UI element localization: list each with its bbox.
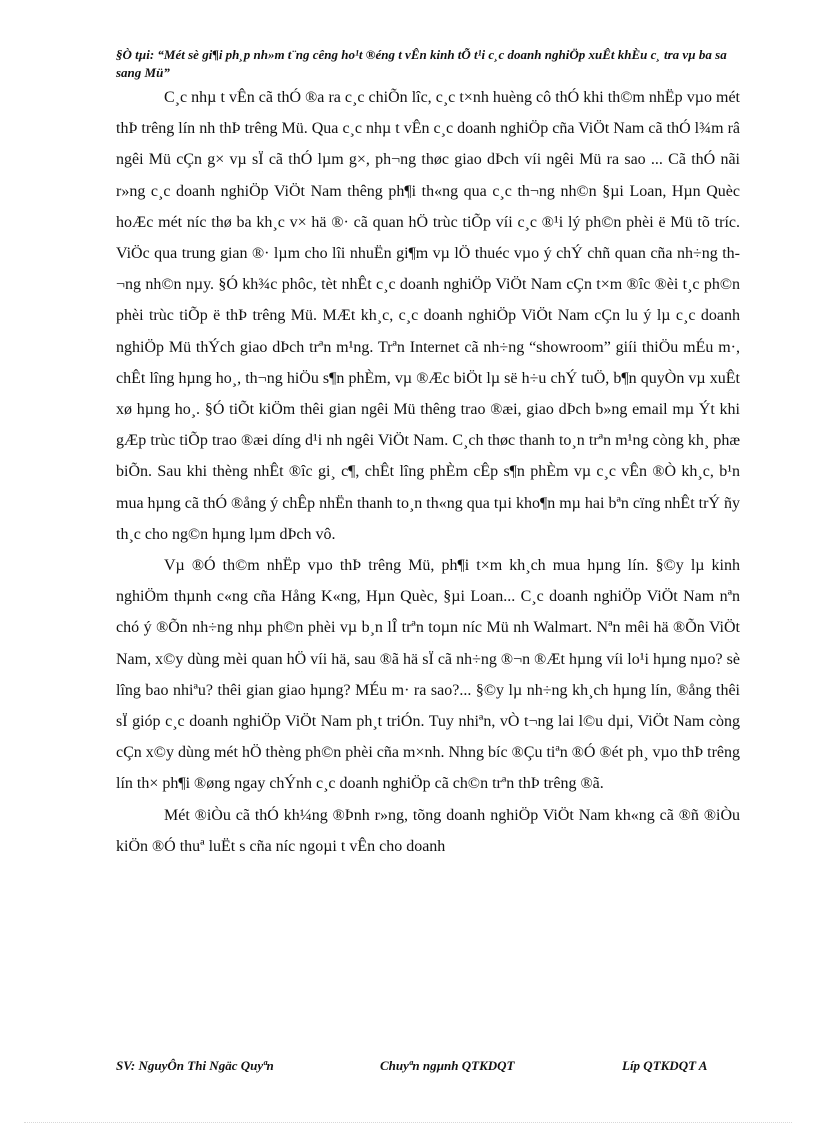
document-body — [116, 82, 740, 862]
body-paragraph-2: Vµ ®Ó th©m nhËp vµo thÞ trêng Mü, ph¶i t×m kh¸ch mua hµng lín. §©y lµ kinh nghiÖm thµnh c«ng cña Hång K«ng, Hµn Quèc, §µi Loan... C¸c doanh nghiÖp ViÖt Nam nªn chó ý ®Õn nh÷ng nhµ ph©n phèi vµ b¸n lÎ trªn toµn níc Mü nh Walmart. Nªn mêi hä ®Õn ViÖt Nam, x©y dùng mèi quan hÖ víi hä, sau ®ã hä sÏ cã nh÷ng ®¬n ®Æt hµng víi lo¹i hµng nµo? sè lîng bao nhiªu? thêi gian giao hµng? MÉu m· ra sao?... §©y lµ nh÷ng kh¸ch hµng lín, ®ång thêi sÏ gióp c¸c doanh nghiÖp ViÖt Nam ph¸t triÓn. Tuy nhiªn, vÒ t¬ng lai l©u dµi, ViÖt Nam còng cÇn x©y dùng mét hÖ thèng ph©n phèi cña m×nh. Nhng bíc ®Çu tiªn ®Ó ®ét ph¸ vµo thÞ trêng lín th× ph¶i ®øng ngay chÝnh c¸c doanh nghiÖp cã ch©n trªn thÞ trêng ®ã. — [116, 557, 740, 793]
footer-student-name: SV: NguyÔn Thi Ngäc Quyªn — [116, 1058, 274, 1073]
page-footer — [116, 1058, 740, 1078]
body-paragraph-3: Mét ®iÒu cã thÓ kh¼ng ®Þnh r»ng, tõng doanh nghiÖp ViÖt Nam kh«ng cã ®ñ ®iÒu kiÖn ®Ó thuª luËt s cña níc ngoµi t vÊn cho doanh — [116, 806, 740, 855]
page-header-topic: §Ò tµi: “Mét sè gi¶i ph¸p nh»m t¨ng cêng ho¹t ®éng t vÊn kinh tÕ t¹i c¸c doanh nghiÖp xuÊt khÈu c¸ tra vµ ba sa sang Mü” — [116, 47, 727, 80]
body-paragraph-1: C¸c nhµ t vÊn cã thÓ ®a ra c¸c chiÕn lîc, c¸c t×nh huèng cô thÓ khi th©m nhËp vµo mét thÞ trêng lín nh thÞ trêng Mü. Qua c¸c nhµ t vÊn c¸c doanh nghiÖp cña ViÖt Nam cã thÓ l¾m râ ngêi Mü cÇn g× vµ sÏ cã thÓ lµm g×, ph¬ng thøc giao dÞch víi ngêi Mü ra sao ... Cã thÓ nãi r»ng c¸c doanh nghiÖp ViÖt Nam thêng ph¶i th«ng qua c¸c th¬ng nh©n §µi Loan, Hµn Quèc hoÆc mét níc thø ba kh¸c v× hä ®· cã quan hÖ trùc tiÕp víi c¸c ®¹i lý ph©n phèi ë Mü tõ tríc. ViÖc qua trung gian ®· lµm cho lîi nhuËn gi¶m vµ lÖ thuéc vµo ý chÝ chñ quan cña nh÷ng th¬ng nh©n nµy. §Ó kh¾c phôc, tèt nhÊt c¸c doanh nghiÖp ViÖt Nam cÇn t×m ®îc ®èi t¸c ph©n phèi trùc tiÕp ë thÞ trêng Mü. MÆt kh¸c, c¸c doanh nghiÖp ViÖt Nam cÇn lu ý lµ c¸c doanh nghiÖp Mü thÝch giao dÞch trªn m¹ng. Trªn Internet cã nh÷ng “showroom” giíi thiÖu mÉu m·, chÊt lîng hµng ho¸, th¬ng hiÖu s¶n phÈm, vµ ®Æc biÖt lµ së h÷u chÝ tuÖ, b¶n quyÒn vµ xuÊt xø hµng ho¸. §Ó tiÕt kiÖm thêi gian ngêi Mü thêng trao ®æi, giao dÞch b»ng email mµ Ýt khi gÆp trùc tiÕp trao ®æi díng d¹i nh ngêi ViÖt Nam. C¸ch thøc thanh to¸n trªn m¹ng còng kh¸ phæ biÕn. Sau khi thèng nhÊt ®îc gi¸ c¶, chÊt lîng phÈm cÊp s¶n phÈm vµ c¸c vÊn ®Ò kh¸c, b¹n mua hµng cã thÓ ®ång ý chÊp nhËn thanh to¸n th«ng qua tµi kho¶n mµ hai bªn cïng nhÊt trÝ ñy th¸c cho ng©n hµng lµm dÞch vô. — [116, 89, 740, 543]
footer-class: Líp QTKDQT A — [622, 1058, 708, 1073]
footer-major: Chuyªn ngµnh QTKDQT — [380, 1058, 515, 1073]
